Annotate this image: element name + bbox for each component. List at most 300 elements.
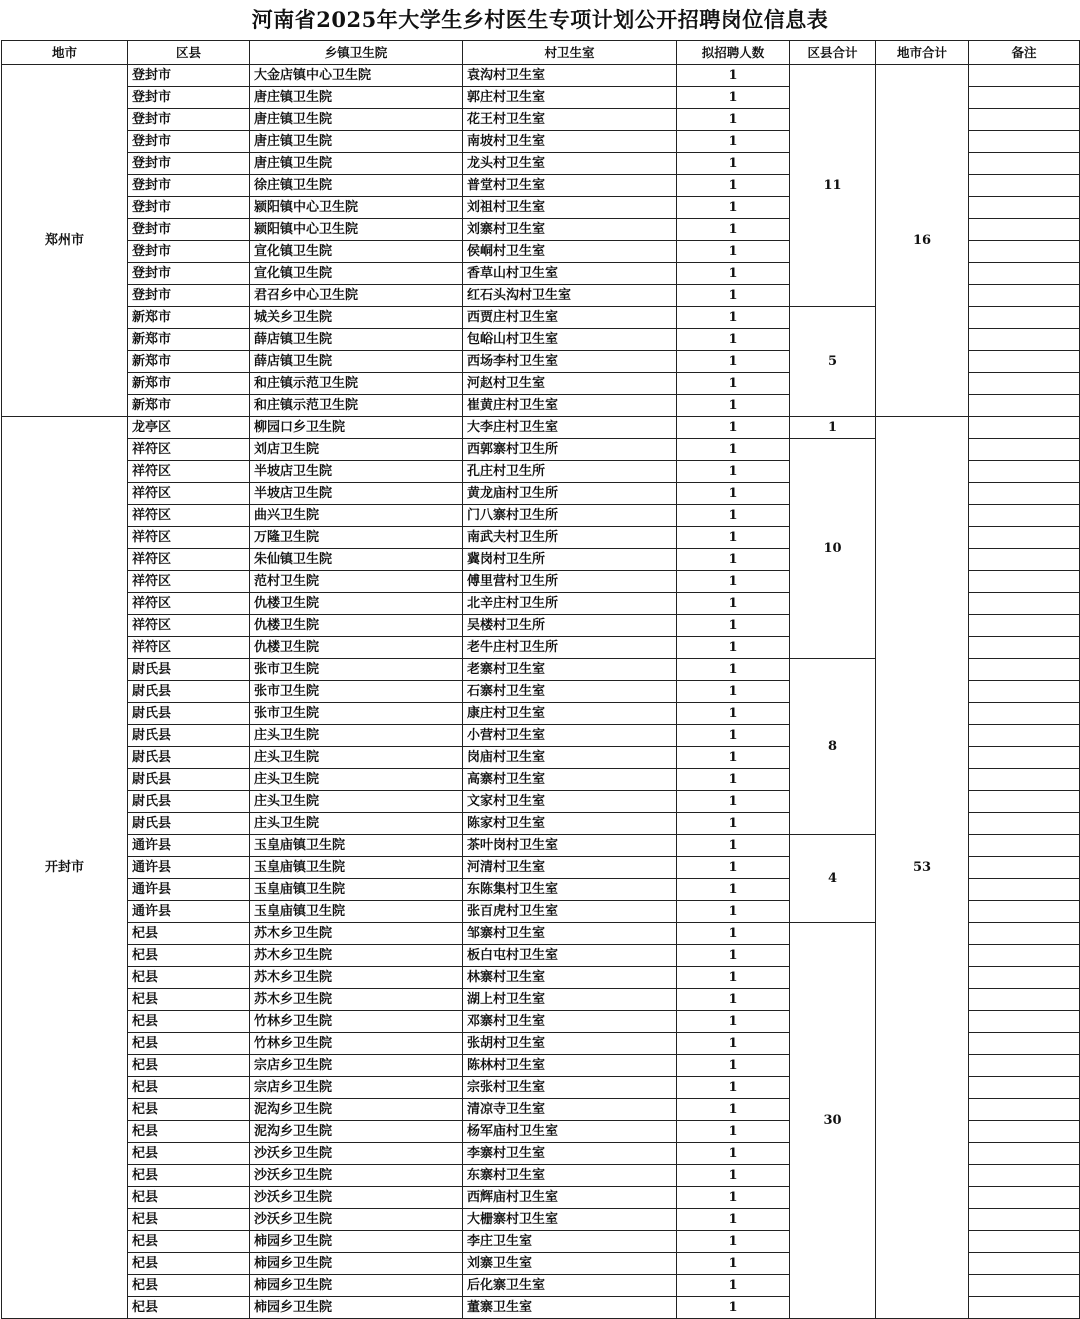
village-clinic-cell: 陈林村卫生室 xyxy=(463,1055,677,1077)
remarks-cell xyxy=(969,307,1080,329)
planned-hires-cell: 1 xyxy=(677,923,790,945)
planned-hires-cell: 1 xyxy=(677,395,790,417)
township-hospital-cell: 张市卫生院 xyxy=(250,681,463,703)
remarks-cell xyxy=(969,879,1080,901)
county-cell: 祥符区 xyxy=(128,527,250,549)
village-clinic-cell: 邹寨村卫生室 xyxy=(463,923,677,945)
county-total-cell: 11 xyxy=(790,65,876,307)
township-hospital-cell: 庄头卫生院 xyxy=(250,769,463,791)
village-clinic-cell: 东寨村卫生室 xyxy=(463,1165,677,1187)
planned-hires-cell: 1 xyxy=(677,1275,790,1297)
planned-hires-cell: 1 xyxy=(677,219,790,241)
remarks-cell xyxy=(969,131,1080,153)
village-clinic-cell: 东陈集村卫生室 xyxy=(463,879,677,901)
township-hospital-cell: 泥沟乡卫生院 xyxy=(250,1121,463,1143)
planned-hires-cell: 1 xyxy=(677,1077,790,1099)
remarks-cell xyxy=(969,1033,1080,1055)
county-cell: 通许县 xyxy=(128,901,250,923)
county-cell: 登封市 xyxy=(128,153,250,175)
remarks-cell xyxy=(969,813,1080,835)
township-hospital-cell: 刘店卫生院 xyxy=(250,439,463,461)
township-hospital-cell: 苏木乡卫生院 xyxy=(250,923,463,945)
planned-hires-cell: 1 xyxy=(677,461,790,483)
planned-hires-cell: 1 xyxy=(677,1099,790,1121)
remarks-cell xyxy=(969,483,1080,505)
county-cell: 尉氏县 xyxy=(128,747,250,769)
village-clinic-cell: 高寨村卫生室 xyxy=(463,769,677,791)
planned-hires-cell: 1 xyxy=(677,527,790,549)
township-hospital-cell: 竹林乡卫生院 xyxy=(250,1011,463,1033)
village-clinic-cell: 刘祖村卫生室 xyxy=(463,197,677,219)
county-cell: 登封市 xyxy=(128,219,250,241)
village-clinic-cell: 张胡村卫生室 xyxy=(463,1033,677,1055)
header-remarks: 备注 xyxy=(969,41,1080,65)
township-hospital-cell: 玉皇庙镇卫生院 xyxy=(250,835,463,857)
remarks-cell xyxy=(969,527,1080,549)
village-clinic-cell: 傅里营村卫生所 xyxy=(463,571,677,593)
city-cell: 开封市 xyxy=(2,417,128,1319)
village-clinic-cell: 刘寨村卫生室 xyxy=(463,219,677,241)
planned-hires-cell: 1 xyxy=(677,373,790,395)
village-clinic-cell: 河清村卫生室 xyxy=(463,857,677,879)
planned-hires-cell: 1 xyxy=(677,131,790,153)
county-cell: 新郑市 xyxy=(128,373,250,395)
planned-hires-cell: 1 xyxy=(677,1165,790,1187)
county-cell: 杞县 xyxy=(128,1165,250,1187)
village-clinic-cell: 陈家村卫生室 xyxy=(463,813,677,835)
village-clinic-cell: 大李庄村卫生室 xyxy=(463,417,677,439)
village-clinic-cell: 吴楼村卫生所 xyxy=(463,615,677,637)
remarks-cell xyxy=(969,373,1080,395)
village-clinic-cell: 花王村卫生室 xyxy=(463,109,677,131)
planned-hires-cell: 1 xyxy=(677,1143,790,1165)
township-hospital-cell: 玉皇庙镇卫生院 xyxy=(250,879,463,901)
township-hospital-cell: 沙沃乡卫生院 xyxy=(250,1165,463,1187)
village-clinic-cell: 南武夫村卫生所 xyxy=(463,527,677,549)
county-cell: 杞县 xyxy=(128,1121,250,1143)
county-cell: 杞县 xyxy=(128,1275,250,1297)
header-city: 地市 xyxy=(2,41,128,65)
planned-hires-cell: 1 xyxy=(677,505,790,527)
planned-hires-cell: 1 xyxy=(677,263,790,285)
county-cell: 龙亭区 xyxy=(128,417,250,439)
county-cell: 尉氏县 xyxy=(128,659,250,681)
township-hospital-cell: 苏木乡卫生院 xyxy=(250,967,463,989)
village-clinic-cell: 湖上村卫生室 xyxy=(463,989,677,1011)
remarks-cell xyxy=(969,989,1080,1011)
county-cell: 登封市 xyxy=(128,175,250,197)
village-clinic-cell: 西郭寨村卫生所 xyxy=(463,439,677,461)
village-clinic-cell: 刘寨卫生室 xyxy=(463,1253,677,1275)
village-clinic-cell: 黄龙庙村卫生所 xyxy=(463,483,677,505)
planned-hires-cell: 1 xyxy=(677,835,790,857)
county-cell: 登封市 xyxy=(128,197,250,219)
township-hospital-cell: 庄头卫生院 xyxy=(250,813,463,835)
city-total-cell: 53 xyxy=(876,417,969,1319)
village-clinic-cell: 门八寨村卫生所 xyxy=(463,505,677,527)
remarks-cell xyxy=(969,109,1080,131)
village-clinic-cell: 李寨村卫生室 xyxy=(463,1143,677,1165)
county-cell: 杞县 xyxy=(128,1077,250,1099)
village-clinic-cell: 孔庄村卫生所 xyxy=(463,461,677,483)
village-clinic-cell: 岗庙村卫生室 xyxy=(463,747,677,769)
township-hospital-cell: 张市卫生院 xyxy=(250,659,463,681)
county-cell: 登封市 xyxy=(128,65,250,87)
county-cell: 杞县 xyxy=(128,945,250,967)
document-title: 河南省2025年大学生乡村医生专项计划公开招聘岗位信息表 xyxy=(251,7,829,32)
county-cell: 登封市 xyxy=(128,285,250,307)
remarks-cell xyxy=(969,835,1080,857)
remarks-cell xyxy=(969,769,1080,791)
planned-hires-cell: 1 xyxy=(677,1011,790,1033)
village-clinic-cell: 林寨村卫生室 xyxy=(463,967,677,989)
township-hospital-cell: 宗店乡卫生院 xyxy=(250,1055,463,1077)
village-clinic-cell: 郭庄村卫生室 xyxy=(463,87,677,109)
remarks-cell xyxy=(969,395,1080,417)
remarks-cell xyxy=(969,241,1080,263)
city-total-cell: 16 xyxy=(876,65,969,417)
header-city-total: 地市合计 xyxy=(876,41,969,65)
remarks-cell xyxy=(969,1297,1080,1319)
county-cell: 登封市 xyxy=(128,241,250,263)
township-hospital-cell: 庄头卫生院 xyxy=(250,725,463,747)
township-hospital-cell: 仇楼卫生院 xyxy=(250,593,463,615)
planned-hires-cell: 1 xyxy=(677,329,790,351)
remarks-cell xyxy=(969,637,1080,659)
county-cell: 新郑市 xyxy=(128,395,250,417)
header-planned-hires: 拟招聘人数 xyxy=(677,41,790,65)
county-cell: 杞县 xyxy=(128,1143,250,1165)
planned-hires-cell: 1 xyxy=(677,483,790,505)
table-row xyxy=(2,417,1080,439)
village-clinic-cell: 清凉寺卫生室 xyxy=(463,1099,677,1121)
planned-hires-cell: 1 xyxy=(677,351,790,373)
remarks-cell xyxy=(969,87,1080,109)
township-hospital-cell: 柿园乡卫生院 xyxy=(250,1231,463,1253)
county-cell: 登封市 xyxy=(128,131,250,153)
planned-hires-cell: 1 xyxy=(677,945,790,967)
township-hospital-cell: 宗店乡卫生院 xyxy=(250,1077,463,1099)
township-hospital-cell: 唐庄镇卫生院 xyxy=(250,131,463,153)
remarks-cell xyxy=(969,923,1080,945)
planned-hires-cell: 1 xyxy=(677,1231,790,1253)
village-clinic-cell: 文家村卫生室 xyxy=(463,791,677,813)
remarks-cell xyxy=(969,857,1080,879)
remarks-cell xyxy=(969,65,1080,87)
remarks-cell xyxy=(969,329,1080,351)
county-total-cell: 1 xyxy=(790,417,876,439)
township-hospital-cell: 薛店镇卫生院 xyxy=(250,329,463,351)
county-cell: 杞县 xyxy=(128,1011,250,1033)
county-cell: 祥符区 xyxy=(128,593,250,615)
remarks-cell xyxy=(969,1275,1080,1297)
township-hospital-cell: 庄头卫生院 xyxy=(250,791,463,813)
township-hospital-cell: 和庄镇示范卫生院 xyxy=(250,373,463,395)
township-hospital-cell: 仇楼卫生院 xyxy=(250,615,463,637)
township-hospital-cell: 庄头卫生院 xyxy=(250,747,463,769)
planned-hires-cell: 1 xyxy=(677,439,790,461)
county-cell: 通许县 xyxy=(128,879,250,901)
township-hospital-cell: 沙沃乡卫生院 xyxy=(250,1209,463,1231)
township-hospital-cell: 柿园乡卫生院 xyxy=(250,1275,463,1297)
county-cell: 祥符区 xyxy=(128,505,250,527)
header-county: 区县 xyxy=(128,41,250,65)
planned-hires-cell: 1 xyxy=(677,65,790,87)
planned-hires-cell: 1 xyxy=(677,285,790,307)
township-hospital-cell: 唐庄镇卫生院 xyxy=(250,153,463,175)
village-clinic-cell: 宗张村卫生室 xyxy=(463,1077,677,1099)
remarks-cell xyxy=(969,1143,1080,1165)
planned-hires-cell: 1 xyxy=(677,769,790,791)
planned-hires-cell: 1 xyxy=(677,901,790,923)
remarks-cell xyxy=(969,1011,1080,1033)
remarks-cell xyxy=(969,681,1080,703)
planned-hires-cell: 1 xyxy=(677,197,790,219)
township-hospital-cell: 唐庄镇卫生院 xyxy=(250,109,463,131)
planned-hires-cell: 1 xyxy=(677,593,790,615)
planned-hires-cell: 1 xyxy=(677,703,790,725)
village-clinic-cell: 杨军庙村卫生室 xyxy=(463,1121,677,1143)
remarks-cell xyxy=(969,593,1080,615)
village-clinic-cell: 包峪山村卫生室 xyxy=(463,329,677,351)
village-clinic-cell: 西场李村卫生室 xyxy=(463,351,677,373)
village-clinic-cell: 康庄村卫生室 xyxy=(463,703,677,725)
city-cell: 郑州市 xyxy=(2,65,128,417)
county-cell: 通许县 xyxy=(128,857,250,879)
planned-hires-cell: 1 xyxy=(677,1033,790,1055)
planned-hires-cell: 1 xyxy=(677,791,790,813)
remarks-cell xyxy=(969,1231,1080,1253)
township-hospital-cell: 薛店镇卫生院 xyxy=(250,351,463,373)
county-cell: 祥符区 xyxy=(128,571,250,593)
planned-hires-cell: 1 xyxy=(677,1253,790,1275)
remarks-cell xyxy=(969,1165,1080,1187)
county-cell: 杞县 xyxy=(128,1231,250,1253)
remarks-cell xyxy=(969,659,1080,681)
village-clinic-cell: 老寨村卫生室 xyxy=(463,659,677,681)
village-clinic-cell: 大栅寨村卫生室 xyxy=(463,1209,677,1231)
county-cell: 尉氏县 xyxy=(128,813,250,835)
remarks-cell xyxy=(969,219,1080,241)
township-hospital-cell: 朱仙镇卫生院 xyxy=(250,549,463,571)
table-row xyxy=(2,65,1080,87)
village-clinic-cell: 龙头村卫生室 xyxy=(463,153,677,175)
village-clinic-cell: 西辉庙村卫生室 xyxy=(463,1187,677,1209)
county-cell: 杞县 xyxy=(128,1033,250,1055)
remarks-cell xyxy=(969,1209,1080,1231)
county-cell: 祥符区 xyxy=(128,549,250,571)
county-cell: 尉氏县 xyxy=(128,703,250,725)
planned-hires-cell: 1 xyxy=(677,109,790,131)
township-hospital-cell: 宣化镇卫生院 xyxy=(250,263,463,285)
township-hospital-cell: 城关乡卫生院 xyxy=(250,307,463,329)
remarks-cell xyxy=(969,417,1080,439)
village-clinic-cell: 西贾庄村卫生室 xyxy=(463,307,677,329)
planned-hires-cell: 1 xyxy=(677,637,790,659)
planned-hires-cell: 1 xyxy=(677,571,790,593)
remarks-cell xyxy=(969,1055,1080,1077)
positions-table xyxy=(1,40,1080,1319)
remarks-cell xyxy=(969,1187,1080,1209)
county-cell: 祥符区 xyxy=(128,637,250,659)
township-hospital-cell: 柿园乡卫生院 xyxy=(250,1253,463,1275)
county-cell: 杞县 xyxy=(128,989,250,1011)
village-clinic-cell: 后化寨卫生室 xyxy=(463,1275,677,1297)
village-clinic-cell: 张百虎村卫生室 xyxy=(463,901,677,923)
village-clinic-cell: 茶叶岗村卫生室 xyxy=(463,835,677,857)
township-hospital-cell: 泥沟乡卫生院 xyxy=(250,1099,463,1121)
planned-hires-cell: 1 xyxy=(677,1209,790,1231)
remarks-cell xyxy=(969,549,1080,571)
village-clinic-cell: 香草山村卫生室 xyxy=(463,263,677,285)
planned-hires-cell: 1 xyxy=(677,681,790,703)
county-cell: 登封市 xyxy=(128,87,250,109)
township-hospital-cell: 宣化镇卫生院 xyxy=(250,241,463,263)
township-hospital-cell: 玉皇庙镇卫生院 xyxy=(250,901,463,923)
township-hospital-cell: 苏木乡卫生院 xyxy=(250,945,463,967)
county-cell: 杞县 xyxy=(128,967,250,989)
county-cell: 杞县 xyxy=(128,1253,250,1275)
remarks-cell xyxy=(969,285,1080,307)
planned-hires-cell: 1 xyxy=(677,747,790,769)
village-clinic-cell: 板白屯村卫生室 xyxy=(463,945,677,967)
remarks-cell xyxy=(969,901,1080,923)
planned-hires-cell: 1 xyxy=(677,967,790,989)
township-hospital-cell: 和庄镇示范卫生院 xyxy=(250,395,463,417)
county-cell: 杞县 xyxy=(128,1297,250,1319)
county-total-cell: 10 xyxy=(790,439,876,659)
planned-hires-cell: 1 xyxy=(677,175,790,197)
header-township-hospital: 乡镇卫生院 xyxy=(250,41,463,65)
remarks-cell xyxy=(969,945,1080,967)
township-hospital-cell: 大金店镇中心卫生院 xyxy=(250,65,463,87)
township-hospital-cell: 君召乡中心卫生院 xyxy=(250,285,463,307)
township-hospital-cell: 仇楼卫生院 xyxy=(250,637,463,659)
village-clinic-cell: 石寨村卫生室 xyxy=(463,681,677,703)
village-clinic-cell: 北辛庄村卫生所 xyxy=(463,593,677,615)
county-cell: 祥符区 xyxy=(128,483,250,505)
county-cell: 通许县 xyxy=(128,835,250,857)
township-hospital-cell: 苏木乡卫生院 xyxy=(250,989,463,1011)
county-cell: 杞县 xyxy=(128,1099,250,1121)
village-clinic-cell: 冀岗村卫生所 xyxy=(463,549,677,571)
village-clinic-cell: 南坡村卫生室 xyxy=(463,131,677,153)
remarks-cell xyxy=(969,505,1080,527)
header-row xyxy=(2,41,1080,65)
township-hospital-cell: 半坡店卫生院 xyxy=(250,483,463,505)
county-cell: 祥符区 xyxy=(128,615,250,637)
remarks-cell xyxy=(969,153,1080,175)
planned-hires-cell: 1 xyxy=(677,813,790,835)
remarks-cell xyxy=(969,615,1080,637)
county-cell: 杞县 xyxy=(128,923,250,945)
planned-hires-cell: 1 xyxy=(677,989,790,1011)
remarks-cell xyxy=(969,1099,1080,1121)
village-clinic-cell: 董寨卫生室 xyxy=(463,1297,677,1319)
planned-hires-cell: 1 xyxy=(677,1055,790,1077)
county-cell: 尉氏县 xyxy=(128,791,250,813)
village-clinic-cell: 普堂村卫生室 xyxy=(463,175,677,197)
village-clinic-cell: 崔黄庄村卫生室 xyxy=(463,395,677,417)
planned-hires-cell: 1 xyxy=(677,307,790,329)
planned-hires-cell: 1 xyxy=(677,241,790,263)
village-clinic-cell: 小营村卫生室 xyxy=(463,725,677,747)
remarks-cell xyxy=(969,351,1080,373)
county-cell: 祥符区 xyxy=(128,461,250,483)
planned-hires-cell: 1 xyxy=(677,659,790,681)
planned-hires-cell: 1 xyxy=(677,87,790,109)
county-total-cell: 8 xyxy=(790,659,876,835)
county-cell: 祥符区 xyxy=(128,439,250,461)
remarks-cell xyxy=(969,1121,1080,1143)
village-clinic-cell: 侯峒村卫生室 xyxy=(463,241,677,263)
header-county-total: 区县合计 xyxy=(790,41,876,65)
township-hospital-cell: 颍阳镇中心卫生院 xyxy=(250,219,463,241)
village-clinic-cell: 老牛庄村卫生所 xyxy=(463,637,677,659)
planned-hires-cell: 1 xyxy=(677,1187,790,1209)
planned-hires-cell: 1 xyxy=(677,615,790,637)
remarks-cell xyxy=(969,175,1080,197)
village-clinic-cell: 袁沟村卫生室 xyxy=(463,65,677,87)
township-hospital-cell: 万隆卫生院 xyxy=(250,527,463,549)
remarks-cell xyxy=(969,571,1080,593)
remarks-cell xyxy=(969,461,1080,483)
planned-hires-cell: 1 xyxy=(677,549,790,571)
county-total-cell: 5 xyxy=(790,307,876,417)
township-hospital-cell: 柳园口乡卫生院 xyxy=(250,417,463,439)
county-cell: 新郑市 xyxy=(128,307,250,329)
county-cell: 杞县 xyxy=(128,1055,250,1077)
remarks-cell xyxy=(969,791,1080,813)
remarks-cell xyxy=(969,725,1080,747)
township-hospital-cell: 唐庄镇卫生院 xyxy=(250,87,463,109)
township-hospital-cell: 范村卫生院 xyxy=(250,571,463,593)
planned-hires-cell: 1 xyxy=(677,417,790,439)
remarks-cell xyxy=(969,263,1080,285)
planned-hires-cell: 1 xyxy=(677,857,790,879)
remarks-cell xyxy=(969,1253,1080,1275)
township-hospital-cell: 竹林乡卫生院 xyxy=(250,1033,463,1055)
township-hospital-cell: 半坡店卫生院 xyxy=(250,461,463,483)
township-hospital-cell: 曲兴卫生院 xyxy=(250,505,463,527)
county-total-cell: 30 xyxy=(790,923,876,1319)
remarks-cell xyxy=(969,967,1080,989)
county-cell: 新郑市 xyxy=(128,329,250,351)
township-hospital-cell: 颍阳镇中心卫生院 xyxy=(250,197,463,219)
remarks-cell xyxy=(969,439,1080,461)
township-hospital-cell: 柿园乡卫生院 xyxy=(250,1297,463,1319)
remarks-cell xyxy=(969,747,1080,769)
county-cell: 杞县 xyxy=(128,1187,250,1209)
township-hospital-cell: 沙沃乡卫生院 xyxy=(250,1143,463,1165)
township-hospital-cell: 张市卫生院 xyxy=(250,703,463,725)
village-clinic-cell: 红石头沟村卫生室 xyxy=(463,285,677,307)
county-cell: 登封市 xyxy=(128,109,250,131)
county-cell: 杞县 xyxy=(128,1209,250,1231)
township-hospital-cell: 徐庄镇卫生院 xyxy=(250,175,463,197)
planned-hires-cell: 1 xyxy=(677,1297,790,1319)
remarks-cell xyxy=(969,1077,1080,1099)
header-village-clinic: 村卫生室 xyxy=(463,41,677,65)
planned-hires-cell: 1 xyxy=(677,1121,790,1143)
township-hospital-cell: 沙沃乡卫生院 xyxy=(250,1187,463,1209)
village-clinic-cell: 李庄卫生室 xyxy=(463,1231,677,1253)
village-clinic-cell: 河赵村卫生室 xyxy=(463,373,677,395)
county-cell: 尉氏县 xyxy=(128,681,250,703)
planned-hires-cell: 1 xyxy=(677,725,790,747)
county-total-cell: 4 xyxy=(790,835,876,923)
township-hospital-cell: 玉皇庙镇卫生院 xyxy=(250,857,463,879)
